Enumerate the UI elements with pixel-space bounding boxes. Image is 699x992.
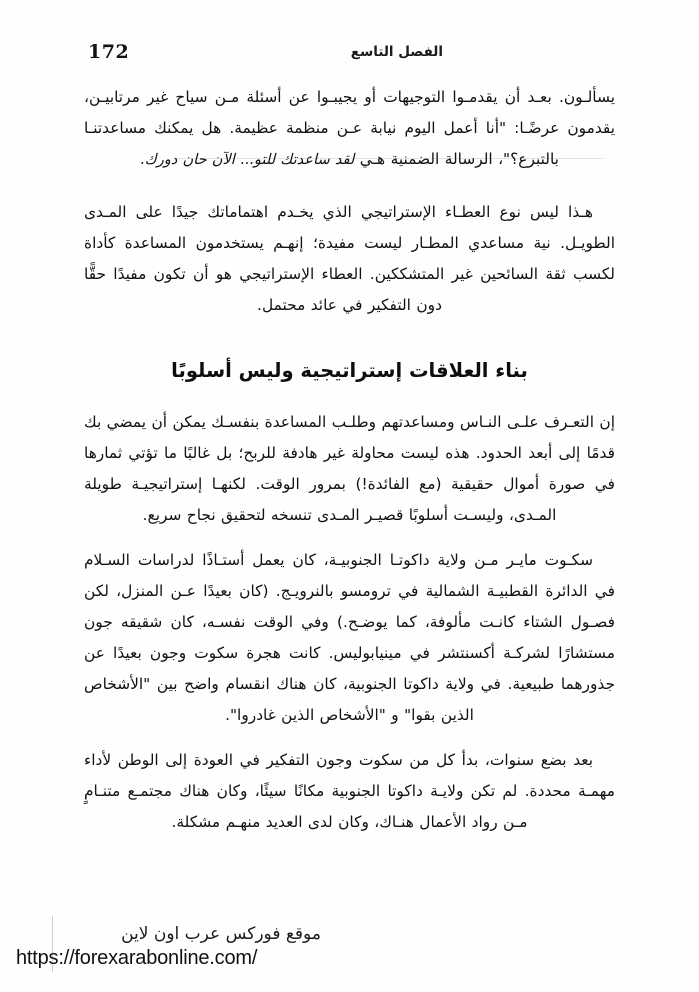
spacer	[84, 175, 615, 197]
watermark	[0, 924, 400, 970]
running-head	[0, 41, 699, 66]
paragraph-5: بعد بضع سنوات، بدأ كل من سكوت وجون التفكير في العودة إلى الوطن لأداء مهمـة محددة. لم تكن ولايـة داكوتا الجنوبية مكانًا سيئًا، وكان هناك مجتمـع متنـامٍ مـن رواد الأعمال هنـاك، وكان لدى العديد منهـم مشكلة.	[84, 751, 615, 831]
paragraph-2: هـذا ليس نوع العطـاء الإستراتيجي الذي يخـدم اهتماماتك جيدًا على المـدى الطويـل. نية مساعدي المطـار ليست مفيدة؛ إنهـم يستخدمون المساعدة كأداة لكسب ثقة السائحين غير المتشككين. العطاء الإستراتيجي هو أن تكون مفيدًا حقًّا دون التفكير في عائد محتمل.	[84, 203, 615, 314]
page-number: 172	[88, 41, 130, 63]
paragraph-1	[84, 82, 615, 175]
spacer	[84, 321, 615, 343]
body-text-column	[84, 82, 615, 838]
spacer	[84, 531, 615, 545]
paragraph-3: إن التعـرف علـى النـاس ومساعدتهم وطلـب المساعدة بنفسـك يمكن أن يمضي بك قدمًا إلى أبعد الحدود. هذه ليست محاولة غير هادفة للربح؛ بل غالبًا ما تؤتي ثمارها في صورة أموال حقيقية (مع الفائدة!) بمرور الوقت. لكنهـا إستراتيجيـة طويلة المـدى، وليسـت أسلوبًا قصيـر المـدى تنسخه لتحقيق نجاح سريع.	[84, 413, 615, 524]
spacer	[84, 343, 615, 357]
watermark-url: https://forexarabonline.com/	[16, 947, 258, 969]
paragraph-1-italic-run: لقد ساعدتك للتو... الآن حان دورك.	[140, 151, 355, 168]
watermark-arabic-text: موقع فوركس عرب اون لاين	[121, 924, 321, 944]
paragraph-1-text: يسألـون. بعـد أن يقدمـوا التوجيهات أو يجيبـوا عن أسئلة مـن سياح غير مرتابيـن، يقدمون عرضًـا: "أنا أعمل اليوم نيابة عـن منظمة عظيمة. هل يمكنك مساعدتنـا بالتبرع؟"، الرسالة الضمنية هـي	[84, 88, 615, 168]
section-heading: بناء العلاقات إستراتيجية وليس أسلوبًا	[171, 359, 528, 382]
chapter-label: الفصل التاسع	[350, 44, 443, 60]
spacer	[84, 731, 615, 745]
paragraph-4: سكـوت مايـر مـن ولاية داكوتـا الجنوبيـة، كان يعمل أستـاذًا لدراسات السـلام في الدائرة القطبيـة الشمالية في ترومسو بالنرويـج. (كان بعيدًا عـن المنزل، لكن فصـول الشتاء كانـت مألوفة، كما يوضـح.) وفي الوقت نفسـه، كان شقيقه جون مستشارًا لشركـة أكسنتشر في مينيابوليس. كانت هجرة سكوت وجون بعيدًا عن جذورهما طبيعية. في ولاية داكوتا الجنوبية، كان هناك انقسام واضح بين "الأشخاص الذين بقوا" و "الأشخاص الذين غادروا".	[84, 551, 615, 724]
spacer	[84, 385, 615, 407]
